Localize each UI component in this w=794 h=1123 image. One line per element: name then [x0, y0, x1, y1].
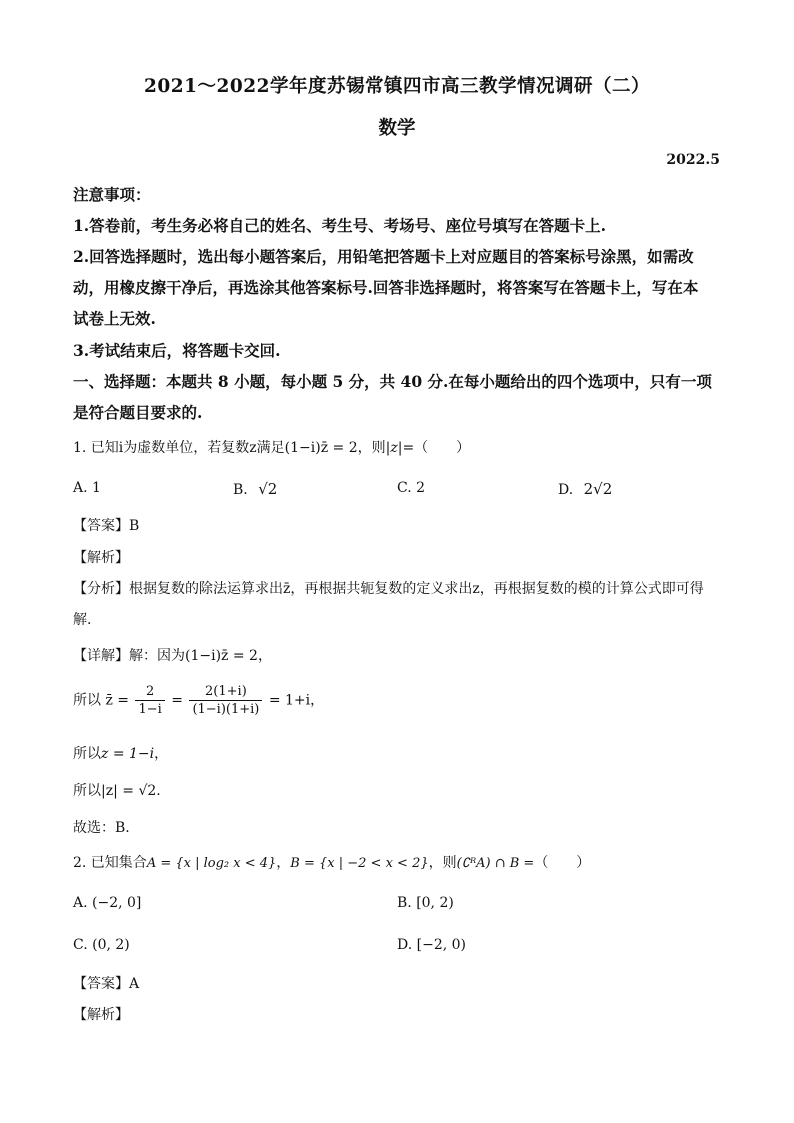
q2-answer: 【答案】A — [73, 976, 140, 992]
q1-step-2-equation: z = 1−i — [101, 746, 155, 762]
q2-analysis-tag: 【解析】 — [73, 1007, 129, 1023]
q1-detail-text-a: 【详解】解：因为 — [73, 648, 185, 664]
q1-step-1-fraction-2-numerator: 2(1+i) — [189, 684, 262, 701]
q1-option-b — [233, 480, 277, 498]
notice-item-3: 3.考试结束后，将答题卡交回. — [73, 341, 281, 360]
q1-detail-text-b: ， — [257, 648, 272, 664]
q1-detail — [73, 645, 272, 665]
q1-step-3-end: . — [156, 783, 161, 799]
q2-expression: (∁ᴿA) ∩ B = — [456, 856, 535, 871]
exam-date: 2022.5 — [666, 152, 720, 168]
q1-step-1-fraction-1-denominator: 1−i — [138, 702, 162, 717]
q2-stem-text-b: ，则 — [428, 855, 457, 871]
q1-step-3 — [73, 780, 161, 800]
q2-stem-text-c: （ ） — [534, 855, 591, 871]
notice-item-2-line-3: 试卷上无效. — [73, 309, 156, 328]
notice-heading: 注意事项： — [73, 185, 151, 204]
q1-step-1-rhs: = 1+i — [268, 692, 311, 709]
q1-step-1-fraction-1 — [135, 684, 164, 717]
q2-option-b: B. [0, 2) — [397, 895, 454, 911]
q1-fenxi-line-2: 解. — [73, 612, 92, 628]
q1-step-1-fraction-2-denominator: (1−i)(1+i) — [192, 702, 260, 717]
q1-stem-text-a: 1. 已知i为虚数单位，若复数z满足 — [73, 440, 285, 456]
q1-step-1 — [73, 684, 324, 717]
q2-stem-text-a: 2. 已知集合 — [73, 855, 147, 871]
q1-step-1-fraction-2 — [189, 684, 262, 717]
q1-step-2-end: ， — [154, 746, 169, 762]
q2-option-d: D. [−2, 0) — [397, 937, 466, 953]
q1-option-d — [558, 480, 612, 498]
q1-step-1-end: ， — [310, 692, 325, 709]
section-heading-line-2: 是符合题目要求的. — [73, 403, 203, 422]
q1-step-1-fraction-1-numerator: 2 — [135, 684, 164, 701]
q1-stem-equation: (1−i)z̄ = 2 — [284, 440, 358, 456]
notice-item-2-line-1: 2.回答选择题时，选出每小题答案后，用铅笔把答题卡上对应题目的答案标号涂黑，如需改 — [73, 247, 694, 266]
q2-option-a: A. (−2, 0] — [73, 895, 142, 911]
q1-step-2-prefix: 所以 — [73, 746, 101, 762]
q1-step-1-prefix: 所以 — [73, 692, 101, 709]
page-title: 2021～2022学年度苏锡常镇四市高三教学情况调研（二） — [144, 76, 650, 97]
q2-set-a: A = {x | log₂ x < 4} — [146, 856, 277, 871]
q1-stem — [73, 437, 470, 457]
q1-step-3-equation: |z| = √2 — [101, 783, 157, 799]
q2-stem — [73, 852, 590, 872]
subject-title: 数学 — [378, 118, 416, 139]
q1-option-d-value: 2√2 — [583, 480, 613, 498]
q1-step-1-lhs: z̄ = — [105, 692, 130, 709]
q1-stem-text-b: ，则 — [357, 440, 386, 456]
q1-stem-text-c: =（ ） — [402, 440, 471, 456]
q2-option-c: C. (0, 2) — [73, 937, 130, 953]
q1-option-b-value: √2 — [258, 480, 278, 498]
q1-step-3-prefix: 所以 — [73, 783, 101, 799]
q1-step-1-equals: = — [171, 692, 183, 709]
notice-item-1: 1.答卷前，考生务必将自己的姓名、考生号、考场号、座位号填写在答题卡上. — [73, 216, 607, 235]
q1-option-b-label: B. — [233, 482, 248, 498]
q1-option-a: A. 1 — [73, 480, 101, 496]
q1-choose: 故选：B. — [73, 820, 130, 836]
q1-option-d-label: D. — [558, 482, 574, 498]
q1-option-c: C. 2 — [397, 480, 426, 496]
q1-detail-equation: (1−i)z̄ = 2 — [185, 648, 258, 664]
q1-analysis-tag: 【解析】 — [73, 550, 129, 566]
q2-separator: ， — [276, 855, 291, 871]
section-heading-line-1: 一、选择题：本题共 8 小题，每小题 5 分，共 40 分.在每小题给出的四个选项中，只有一项 — [73, 372, 712, 391]
q2-set-b: B = {x | −2 < x < 2} — [290, 856, 429, 871]
notice-item-2-line-2: 动，用橡皮擦干净后，再选涂其他答案标号.回答非选择题时，将答案写在答题卡上，写在本 — [73, 278, 699, 297]
q1-stem-modulus: |z| — [385, 440, 403, 456]
q1-step-2 — [73, 743, 168, 763]
q1-answer: 【答案】B — [73, 518, 140, 534]
q1-fenxi-line-1: 【分析】根据复数的除法运算求出z̄，再根据共轭复数的定义求出z，再根据复数的模的计算公式即可得 — [73, 581, 704, 597]
